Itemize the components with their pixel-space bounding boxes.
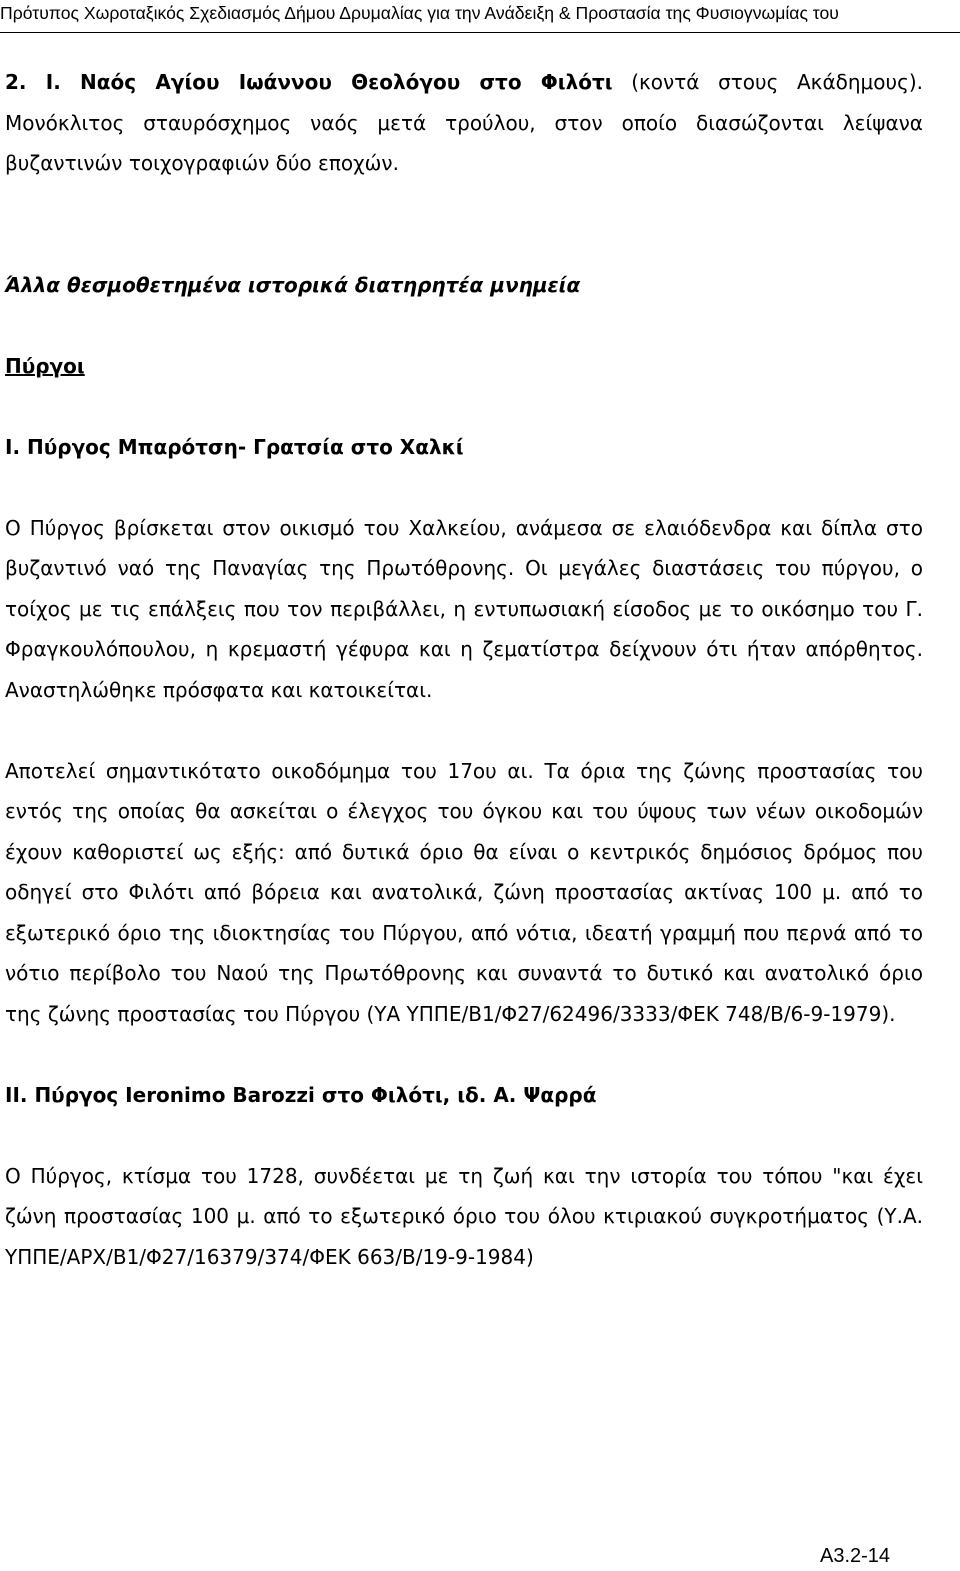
section-2-text: (κοντά στους Ακάδημους). Μονόκλιτος σταυρόσχημος ναός μετά τρούλου, στον οποίο διασώζονται λείψανα βυζαντινών τοιχογραφιών δύο εποχών. <box>5 70 923 175</box>
tower-1-heading: Ι. Πύργος Μπαρότση- Γρατσία στο Χαλκί <box>5 434 464 459</box>
tower-2-heading: ΙΙ. Πύργος Ieronimo Barozzi στο Φιλότι, ιδ. Α. Ψαρρά <box>5 1082 597 1107</box>
section-2-paragraph <box>5 62 923 184</box>
tower-2-paragraph-1: Ο Πύργος, κτίσμα του 1728, συνδέεται με τη ζωή και την ιστορία του τόπου "και έχει ζώνη προστασίας 100 μ. από το εξωτερικό όριο του όλου κτιριακού συγκροτήματος (Υ.Α. ΥΠΠΕ/ΑΡΧ/Β1/Φ27/16379/374/ΦΕΚ 663/Β/19-9-1984) <box>5 1163 923 1269</box>
towers-heading: Πύργοι <box>5 353 85 378</box>
other-monuments-heading: Άλλα θεσμοθετημένα ιστορικά διατηρητέα μνημεία <box>5 272 581 297</box>
header-title: Πρότυπος Χωροταξικός Σχεδιασμός Δήμου Δρυμαλίας για την Ανάδειξη & Προστασία της Φυσιογνωμίας του <box>0 3 839 23</box>
tower-1-paragraph-1: Ο Πύργος βρίσκεται στον οικισμό του Χαλκείου, ανάμεσα σε ελαιόδενδρα και δίπλα στο βυζαντινό ναό της Παναγίας της Πρωτόθρονης. Οι μεγάλες διαστάσεις του πύργου, ο τοίχος με τις επάλξεις που τον περιβάλλει, η εντυπωσιακή είσοδος με το οικόσημο του Γ. Φραγκουλόπουλου, η κρεμαστή γέφυρα και η ζεματίστρα δείχνουν ότι ήταν απόρθητος. Αναστηλώθηκε πρόσφατα και κατοικείται. <box>5 515 923 702</box>
page-number: Α3.2-14 <box>820 1545 891 1567</box>
tower-1-paragraph-2: Αποτελεί σημαντικότατο οικοδόμημα του 17ου αι. Τα όρια της ζώνης προστασίας του εντός της οποίας θα ασκείται ο έλεγχος του όγκου και του ύψους των νέων οικοδομών έχουν καθοριστεί ως εξής: από δυτικά όριο θα είναι ο κεντρικός δημόσιος δρόμος που οδηγεί στο Φιλότι από βόρεια και ανατολικά, ζώνη προστασίας ακτίνας 100 μ. από το εξωτερικό όριο της ιδιοκτησίας του Πύργου, από νότια, ιδεατή γραμμή που περνά από το νότιο περίβολο του Ναού της Πρωτόθρονης και συναντά το δυτικό και ανατολικό όριο της ζώνης προστασίας του Πύργου (ΥΑ ΥΠΠΕ/Β1/Φ27/62496/3333/ΦΕΚ 748/Β/6-9-1979). <box>5 758 923 1026</box>
document-header <box>0 0 960 33</box>
section-2-heading: 2. Ι. Ναός Αγίου Ιωάννου Θεολόγου στο Φιλότι <box>5 70 613 94</box>
document-body <box>5 62 923 1277</box>
